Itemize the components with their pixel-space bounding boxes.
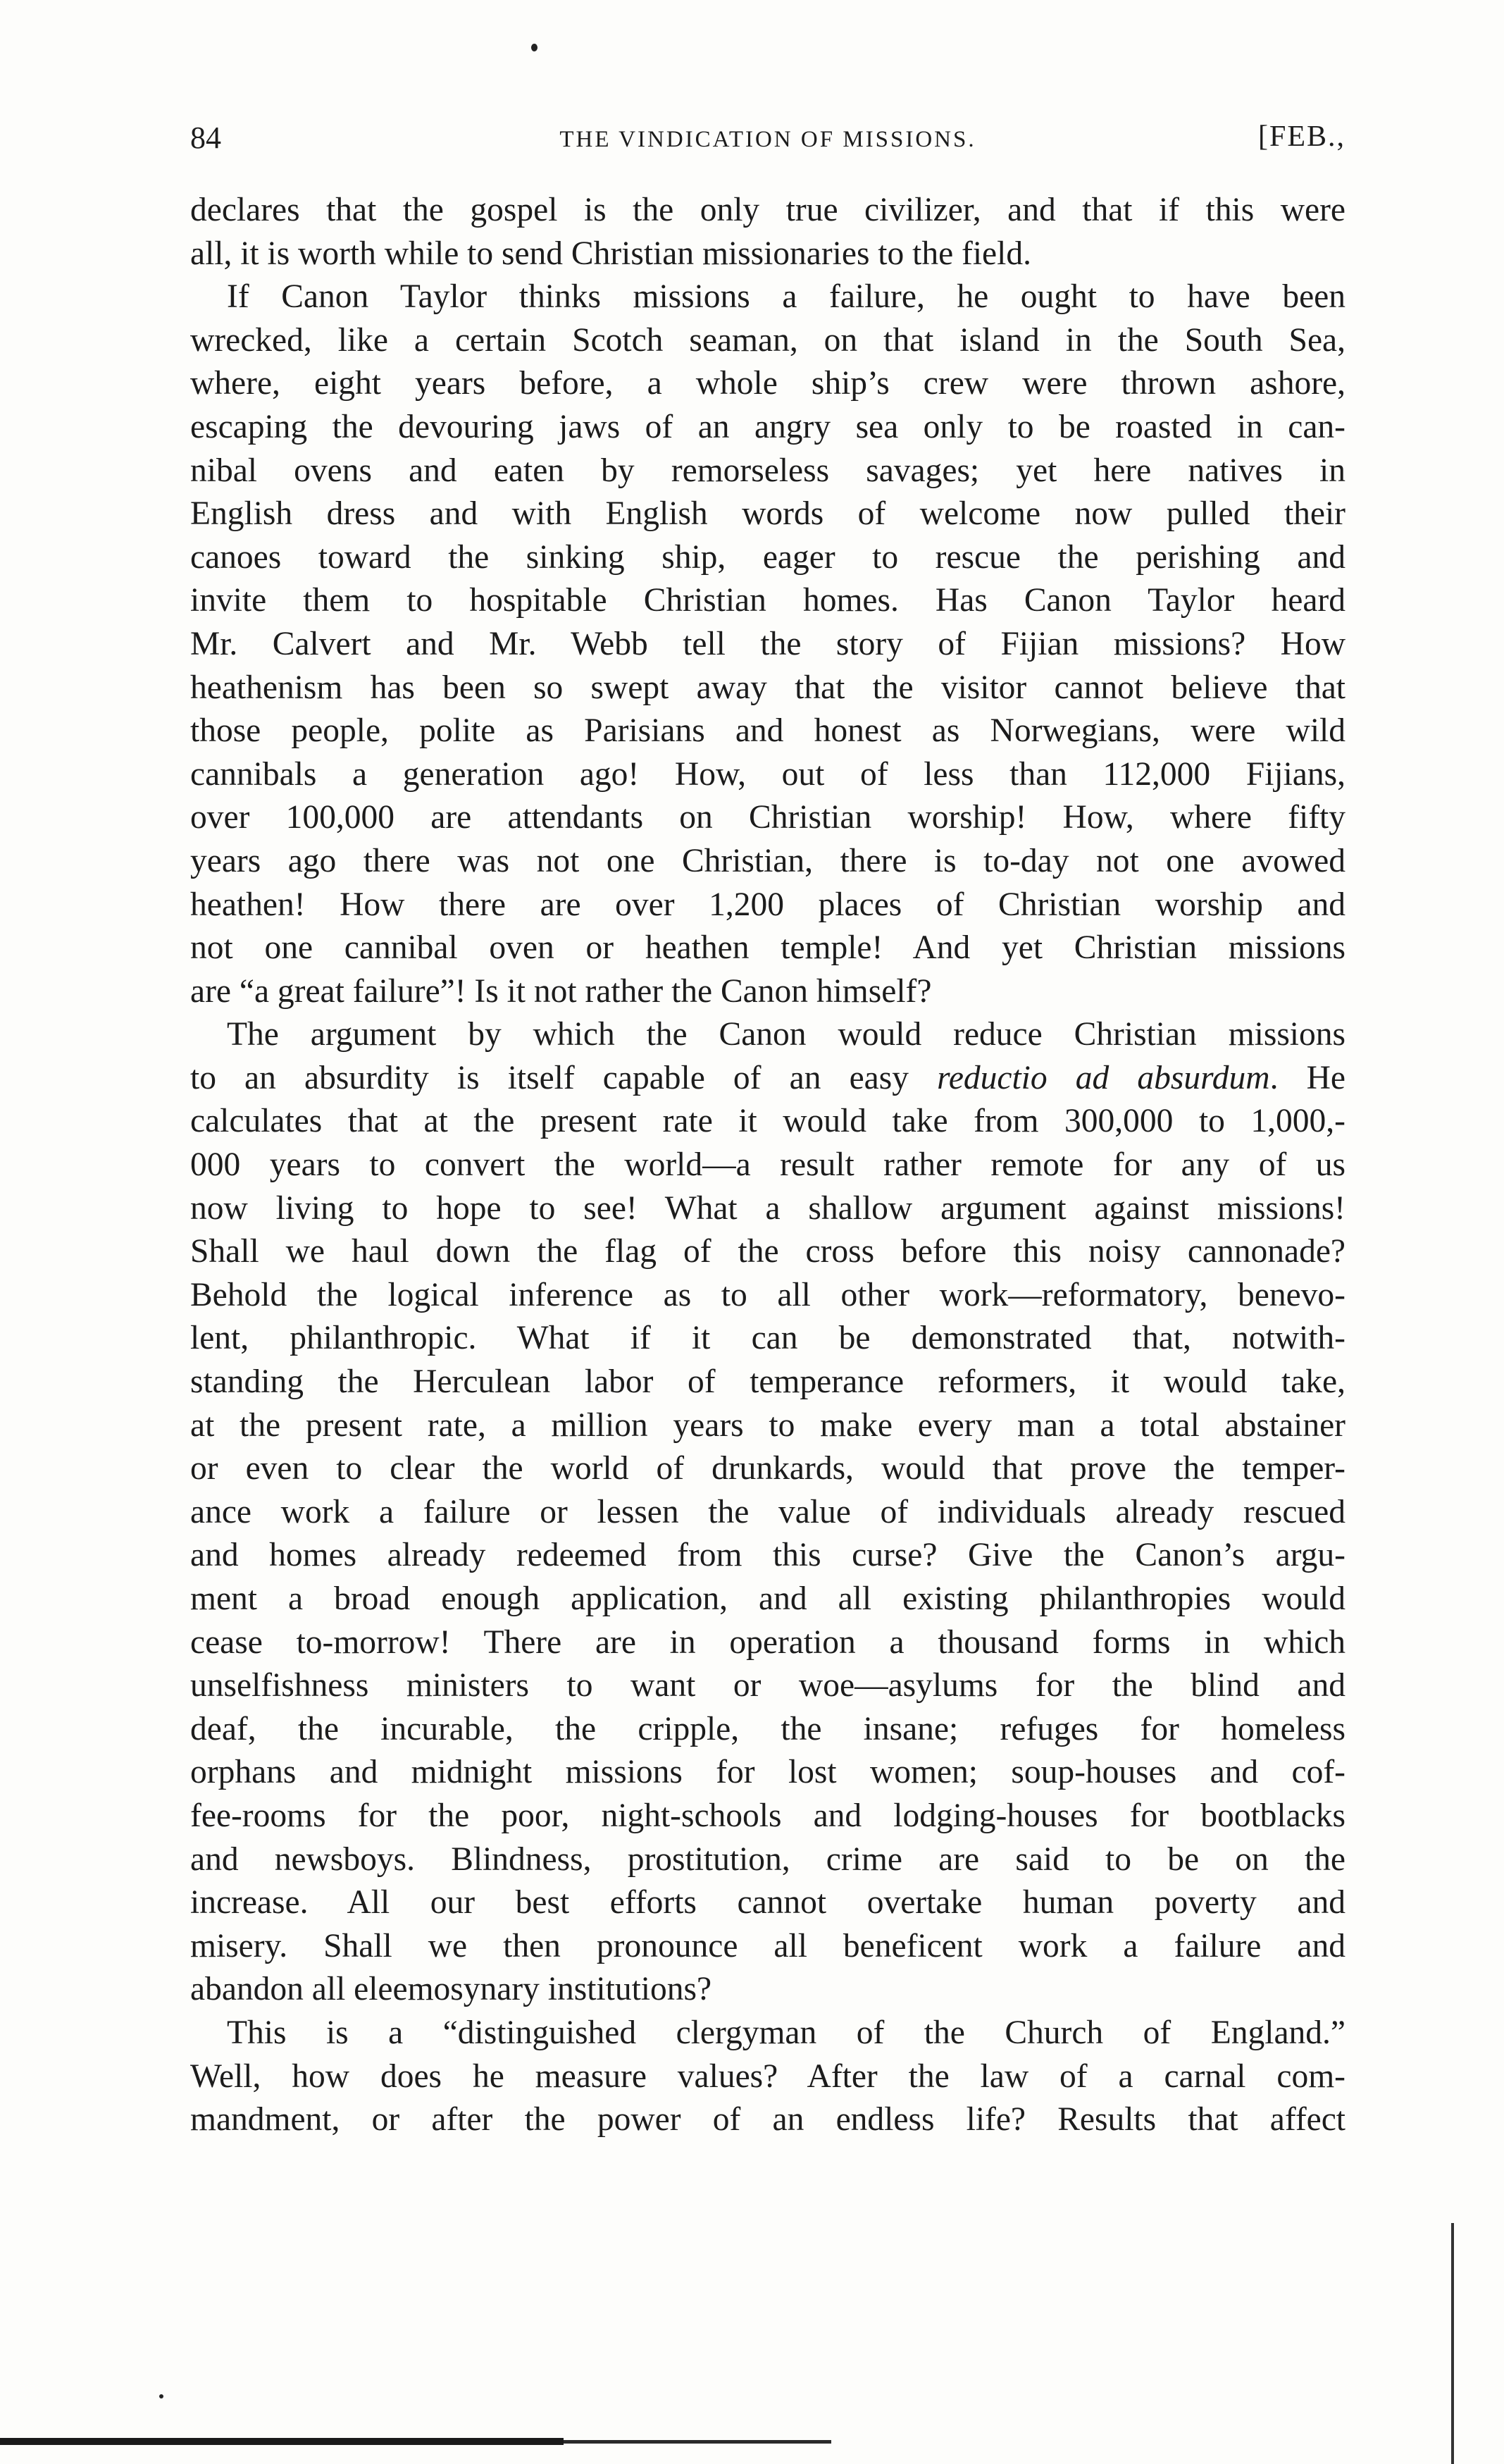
issue-month: [FEB., <box>1257 120 1345 153</box>
text-line: fee-rooms for the poor, night-schools and lodging-houses for bootblacks <box>190 1797 1345 1834</box>
text-line: standing the Herculean labor of temperance reformers, it would take, <box>190 1363 1345 1401</box>
text-line: lent, philanthropic. What if it can be demonstrated that, notwith- <box>190 1320 1345 1357</box>
text-line: unselfishness ministers to want or woe—asylums for the blind and <box>190 1667 1345 1704</box>
text-line: all, it is worth while to send Christian missionaries to the field. <box>190 235 1031 272</box>
text-line: Mr. Calvert and Mr. Webb tell the story of Fijian missions? How <box>190 625 1345 662</box>
text-line: and newsboys. Blindness, prostitution, crime are said to be on the <box>190 1840 1345 1878</box>
text-line: Well, how does he measure values? After the law of a carnal com- <box>190 2057 1345 2095</box>
text-line: over 100,000 are attendants on Christian worship! How, where fifty <box>190 799 1345 836</box>
text-line: Behold the logical inference as to all other work—reformatory, benevo- <box>190 1276 1345 1313</box>
running-title: THE VINDICATION OF MISSIONS. <box>559 127 976 152</box>
text-line: Shall we haul down the flag of the cross before this noisy cannonade? <box>190 1233 1345 1270</box>
scan-edge-rule <box>0 2438 564 2445</box>
text-line: to an absurdity is itself capable of an easy reductio ad absurdum. He <box>190 1059 1346 1096</box>
text-line: If Canon Taylor thinks missions a failure, he ought to have been <box>227 278 1345 316</box>
text-line: 000 years to convert the world—a result rather remote for any of us <box>190 1146 1345 1184</box>
text-line: where, eight years before, a whole ship’s crew were thrown ashore, <box>190 365 1345 402</box>
text-line: English dress and with English words of welcome now pulled their <box>190 495 1345 533</box>
text-line: those people, polite as Parisians and honest as Norwegians, were wild <box>190 712 1345 750</box>
text-line: at the present rate, a million years to make every man a total abstainer <box>190 1406 1345 1444</box>
text-line: abandon all eleemosynary institutions? <box>190 1971 712 2008</box>
text-line: misery. Shall we then pronounce all beneficent work a failure and <box>190 1927 1345 1964</box>
text-line: ance work a failure or lessen the value of individuals already rescued <box>190 1493 1345 1530</box>
text-line: deaf, the incurable, the cripple, the insane; refuges for homeless <box>190 1710 1345 1747</box>
text-line: wrecked, like a certain Scotch seaman, on that island in the South Sea, <box>190 321 1345 359</box>
text-line: now living to hope to see! What a shallow argument against missions! <box>190 1189 1345 1227</box>
text-line: or even to clear the world of drunkards, would that prove the temper- <box>190 1450 1345 1487</box>
scan-edge-rule-tail <box>564 2440 831 2444</box>
article-body <box>190 189 1345 2142</box>
text-line: escaping the devouring jaws of an angry sea only to be roasted in can- <box>190 408 1345 445</box>
text-line: This is a “distinguished clergyman of the Church of England.” <box>227 2014 1345 2051</box>
latin-phrase: reductio ad absurdum <box>937 1059 1270 1096</box>
printer-dot-top <box>531 44 537 51</box>
text-line: not one cannibal oven or heathen temple! And yet Christian missions <box>190 929 1345 967</box>
text-line: and homes already redeemed from this curse? Give the Canon’s argu- <box>190 1537 1345 1574</box>
text-line: heathen! How there are over 1,200 places of Christian worship and <box>190 886 1345 923</box>
page-number: 84 <box>190 120 221 155</box>
text-line: calculates that at the present rate it would take from 300,000 to 1,000,- <box>190 1103 1345 1140</box>
text-line: orphans and midnight missions for lost women; soup-houses and cof- <box>190 1754 1345 1791</box>
text-line: are “a great failure”! Is it not rather the Canon himself? <box>190 972 932 1010</box>
text-line: years ago there was not one Christian, there is to-day not one avowed <box>190 842 1345 879</box>
text-line: The argument by which the Canon would reduce Christian missions <box>227 1016 1345 1053</box>
text-line: invite them to hospitable Christian homes. Has Canon Taylor heard <box>190 582 1345 619</box>
text-line: increase. All our best efforts cannot overtake human poverty and <box>190 1884 1345 1921</box>
text-line: heathenism has been so swept away that the visitor cannot believe that <box>190 669 1345 706</box>
text-line: nibal ovens and eaten by remorseless savages; yet here natives in <box>190 452 1345 489</box>
text-line: cease to-morrow! There are in operation a thousand forms in which <box>190 1623 1345 1661</box>
scan-speck <box>159 2394 163 2398</box>
text-line: canoes toward the sinking ship, eager to rescue the perishing and <box>190 538 1345 576</box>
text-line: ment a broad enough application, and all existing philanthropies would <box>190 1580 1345 1617</box>
scan-edge-right-rule <box>1451 2223 1454 2464</box>
running-header <box>190 120 1345 162</box>
text-line: mandment, or after the power of an endless life? Results that affect <box>190 2101 1345 2138</box>
text-line: declares that the gospel is the only true civilizer, and that if this were <box>190 192 1345 228</box>
text-line: cannibals a generation ago! How, out of less than 112,000 Fijians, <box>190 755 1345 793</box>
